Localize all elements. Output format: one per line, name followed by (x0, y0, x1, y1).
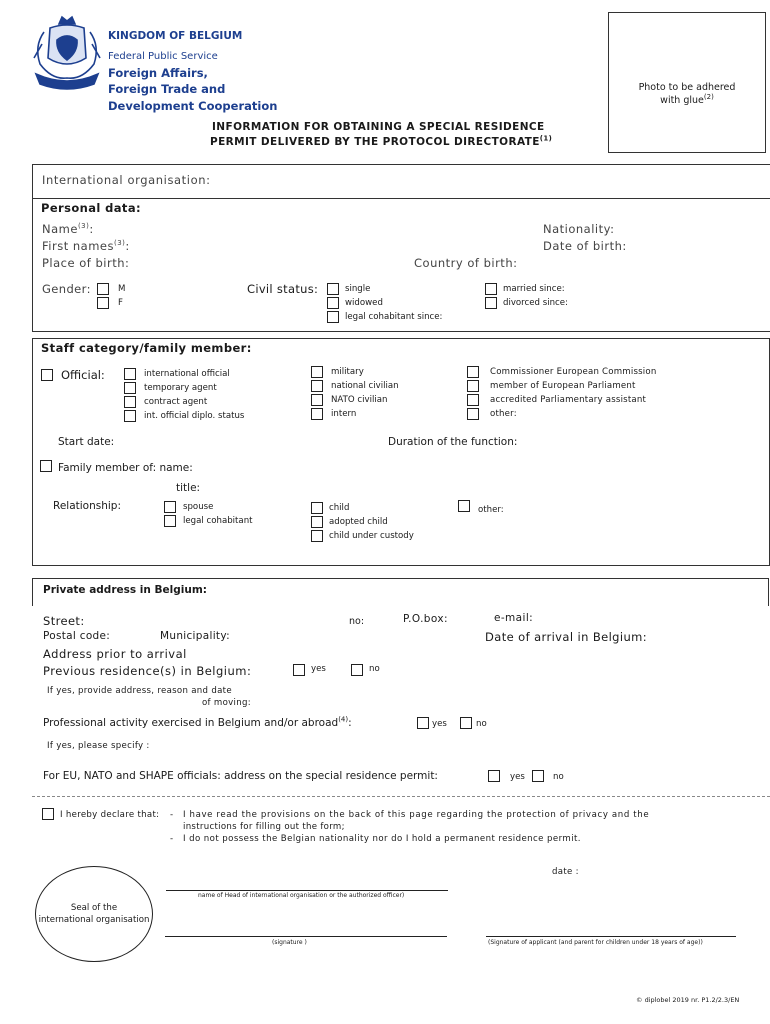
country-of-birth-label: Country of birth: (414, 256, 518, 270)
staff-col2-checkbox-1[interactable] (311, 366, 323, 378)
footer-reference: © diplobel 2019 nr. P1.2/2.3/EN (636, 996, 740, 1004)
staff-col1-checkbox-1[interactable] (124, 368, 136, 380)
widowed-checkbox[interactable] (327, 297, 339, 309)
belgian-coat-of-arms-logo (30, 14, 104, 94)
declaration-item-2: I do not possess the Belgian nationality nor do I hold a permanent residence permit. (183, 834, 581, 844)
spouse-checkbox[interactable] (164, 501, 176, 513)
name-label: Name$^{(3)}$: (42, 222, 94, 236)
eu-nato-yes-checkbox[interactable] (488, 770, 500, 782)
street-label: Street: (43, 614, 85, 628)
seal-caption-line-1: Seal of the (70, 903, 118, 913)
declaration-item-1-line-2: instructions for filling out the form; (183, 822, 345, 832)
single-label: single (345, 284, 371, 294)
seal-circle[interactable] (35, 866, 153, 962)
staff-col2-label-1: military (331, 367, 364, 377)
title-label: title: (176, 482, 201, 494)
if-yes-address-line-2: of moving: (202, 698, 251, 708)
gender-f-checkbox[interactable] (97, 297, 109, 309)
photo-caption-line-2-text: with glue (660, 95, 704, 106)
email-label: e-mail: (494, 612, 534, 624)
declaration-lead: I hereby declare that: (60, 810, 160, 820)
staff-col3-label-4: other: (490, 409, 517, 419)
legal-cohabitant-checkbox[interactable] (327, 311, 339, 323)
head-signature-line[interactable] (166, 890, 448, 891)
professional-activity-sup: (4) (338, 715, 349, 724)
first-names-label: First names$^{(3)}$: (42, 239, 130, 253)
previous-residence-yes-label: yes (311, 664, 326, 674)
gender-m-label: M (118, 284, 126, 294)
professional-no-checkbox[interactable] (460, 717, 472, 729)
staff-col3-checkbox-1[interactable] (467, 366, 479, 378)
staff-col2-checkbox-4[interactable] (311, 408, 323, 420)
staff-col1-label-4: int. official diplo. status (144, 411, 245, 421)
seal-caption-line-2: international organisation (38, 915, 150, 925)
personal-data-heading: Personal data: (41, 201, 141, 215)
declaration-checkbox[interactable] (42, 808, 54, 820)
name-label-text: Name (42, 222, 78, 236)
previous-residence-label: Previous residence(s) in Belgium: (43, 664, 252, 678)
staff-col1-label-2: temporary agent (144, 383, 217, 393)
adopted-child-checkbox[interactable] (311, 516, 323, 528)
eu-nato-yes-label: yes (510, 772, 525, 782)
declaration-item-1-line-1: I have read the provisions on the back of this page regarding the protection of privacy and the (183, 810, 650, 820)
declaration-dash-2: - (170, 834, 174, 844)
legal-cohabitant-rel-label: legal cohabitant (183, 516, 253, 526)
applicant-signature-caption: (Signature of applicant (and parent for children under 18 years of age)) (488, 939, 703, 946)
staff-col2-label-4: intern (331, 409, 357, 419)
first-names-label-text: First names (42, 239, 114, 253)
applicant-signature-line[interactable] (486, 936, 736, 937)
divorced-label: divorced since: (503, 298, 568, 308)
relationship-other-checkbox[interactable] (458, 500, 470, 512)
eu-nato-no-label: no (553, 772, 564, 782)
staff-col1-label-3: contract agent (144, 397, 208, 407)
widowed-label: widowed (345, 298, 383, 308)
married-checkbox[interactable] (485, 283, 497, 295)
address-prior-label: Address prior to arrival (43, 647, 187, 661)
photo-box[interactable] (608, 12, 766, 153)
professional-yes-label: yes (432, 719, 447, 729)
legal-cohabitant-label: legal cohabitant since: (345, 312, 443, 322)
staff-col2-label-3: NATO civilian (331, 395, 388, 405)
previous-residence-no-label: no (369, 664, 380, 674)
child-under-custody-label: child under custody (329, 531, 414, 541)
child-label: child (329, 503, 350, 513)
place-of-birth-label: Place of birth: (42, 256, 130, 270)
intl-org-label: International organisation: (42, 173, 211, 187)
civil-status-label: Civil status: (247, 282, 319, 296)
house-number-label: no: (349, 616, 365, 627)
professional-no-label: no (476, 719, 487, 729)
if-yes-address-line-1: If yes, provide address, reason and date (47, 686, 232, 696)
municipality-label: Municipality: (160, 630, 230, 642)
legal-cohabitant-rel-checkbox[interactable] (164, 515, 176, 527)
divorced-checkbox[interactable] (485, 297, 497, 309)
staff-col3-label-2: member of European Parliament (490, 381, 636, 391)
relationship-other-label: other: (478, 505, 504, 515)
form-title-line-2-text: PERMIT DELIVERED BY THE PROTOCOL DIRECTORATE (210, 136, 540, 148)
private-address-heading: Private address in Belgium: (43, 584, 207, 596)
child-under-custody-checkbox[interactable] (311, 530, 323, 542)
eu-nato-no-checkbox[interactable] (532, 770, 544, 782)
professional-yes-checkbox[interactable] (417, 717, 429, 729)
photo-caption-line-1: Photo to be adhered (638, 82, 736, 93)
staff-col2-label-2: national civilian (331, 381, 399, 391)
signature-line[interactable] (165, 936, 447, 937)
address-section-divider (32, 796, 770, 797)
official-checkbox[interactable] (41, 369, 53, 381)
name-sup: (3) (77, 222, 90, 231)
family-member-checkbox[interactable] (40, 460, 52, 472)
staff-col3-checkbox-4[interactable] (467, 408, 479, 420)
previous-residence-yes-checkbox[interactable] (293, 664, 305, 676)
ministry-line-2: Foreign Trade and (108, 82, 226, 96)
form-title-line-1: INFORMATION FOR OBTAINING A SPECIAL RESIDENCE (212, 121, 545, 133)
form-title-line-2 (210, 136, 552, 148)
married-label: married since: (503, 284, 565, 294)
staff-col2-checkbox-3[interactable] (311, 394, 323, 406)
if-yes-specify-label: If yes, please specify : (47, 741, 150, 751)
gender-m-checkbox[interactable] (97, 283, 109, 295)
ministry-line-3: Development Cooperation (108, 99, 278, 113)
pobox-label: P.O.box: (403, 613, 448, 625)
kingdom-heading: KINGDOM OF BELGIUM (108, 30, 243, 42)
relationship-label: Relationship: (53, 500, 121, 512)
date-of-birth-label: Date of birth: (543, 239, 627, 253)
staff-col3-label-1: Commissioner European Commission (490, 367, 657, 377)
staff-col1-checkbox-4[interactable] (124, 410, 136, 422)
staff-col3-checkbox-2[interactable] (467, 380, 479, 392)
declaration-dash-1: - (170, 810, 174, 820)
staff-col1-label-1: international official (144, 369, 230, 379)
official-label: Official: (61, 368, 105, 382)
fps-heading: Federal Public Service (108, 51, 218, 62)
form-title-sup: (1) (539, 134, 553, 143)
gender-label: Gender: (42, 282, 91, 296)
signature-caption: (signature ) (272, 939, 307, 946)
head-signature-caption: name of Head of international organisation or the authorized officer) (198, 892, 405, 899)
duration-label: Duration of the function: (388, 436, 518, 448)
date-arrival-label: Date of arrival in Belgium: (485, 630, 648, 644)
eu-nato-label: For EU, NATO and SHAPE officials: address on the special residence permit: (43, 770, 438, 782)
photo-caption-line-2 (609, 92, 765, 106)
date-label: date : (552, 867, 579, 877)
photo-caption-sup: (2) (703, 92, 714, 101)
gender-f-label: F (118, 298, 123, 308)
staff-col2-checkbox-2[interactable] (311, 380, 323, 392)
nationality-label: Nationality: (543, 222, 615, 236)
staff-col3-checkbox-3[interactable] (467, 394, 479, 406)
postal-code-label: Postal code: (43, 630, 111, 642)
single-checkbox[interactable] (327, 283, 339, 295)
first-names-sup: (3) (113, 239, 126, 248)
previous-residence-no-checkbox[interactable] (351, 664, 363, 676)
staff-category-heading: Staff category/family member: (41, 341, 252, 355)
adopted-child-label: adopted child (329, 517, 388, 527)
start-date-label: Start date: (58, 436, 115, 448)
professional-activity-label: Professional activity exercised in Belgium and/or abroad$^{(4)}$: (43, 715, 352, 729)
ministry-line-1: Foreign Affairs, (108, 66, 208, 80)
family-member-label: Family member of: name: (58, 462, 193, 474)
professional-activity-text: Professional activity exercised in Belgium and/or abroad (43, 717, 339, 729)
child-checkbox[interactable] (311, 502, 323, 514)
staff-col1-checkbox-3[interactable] (124, 396, 136, 408)
staff-col1-checkbox-2[interactable] (124, 382, 136, 394)
staff-col3-label-3: accredited Parliamentary assistant (490, 395, 647, 405)
spouse-label: spouse (183, 502, 214, 512)
